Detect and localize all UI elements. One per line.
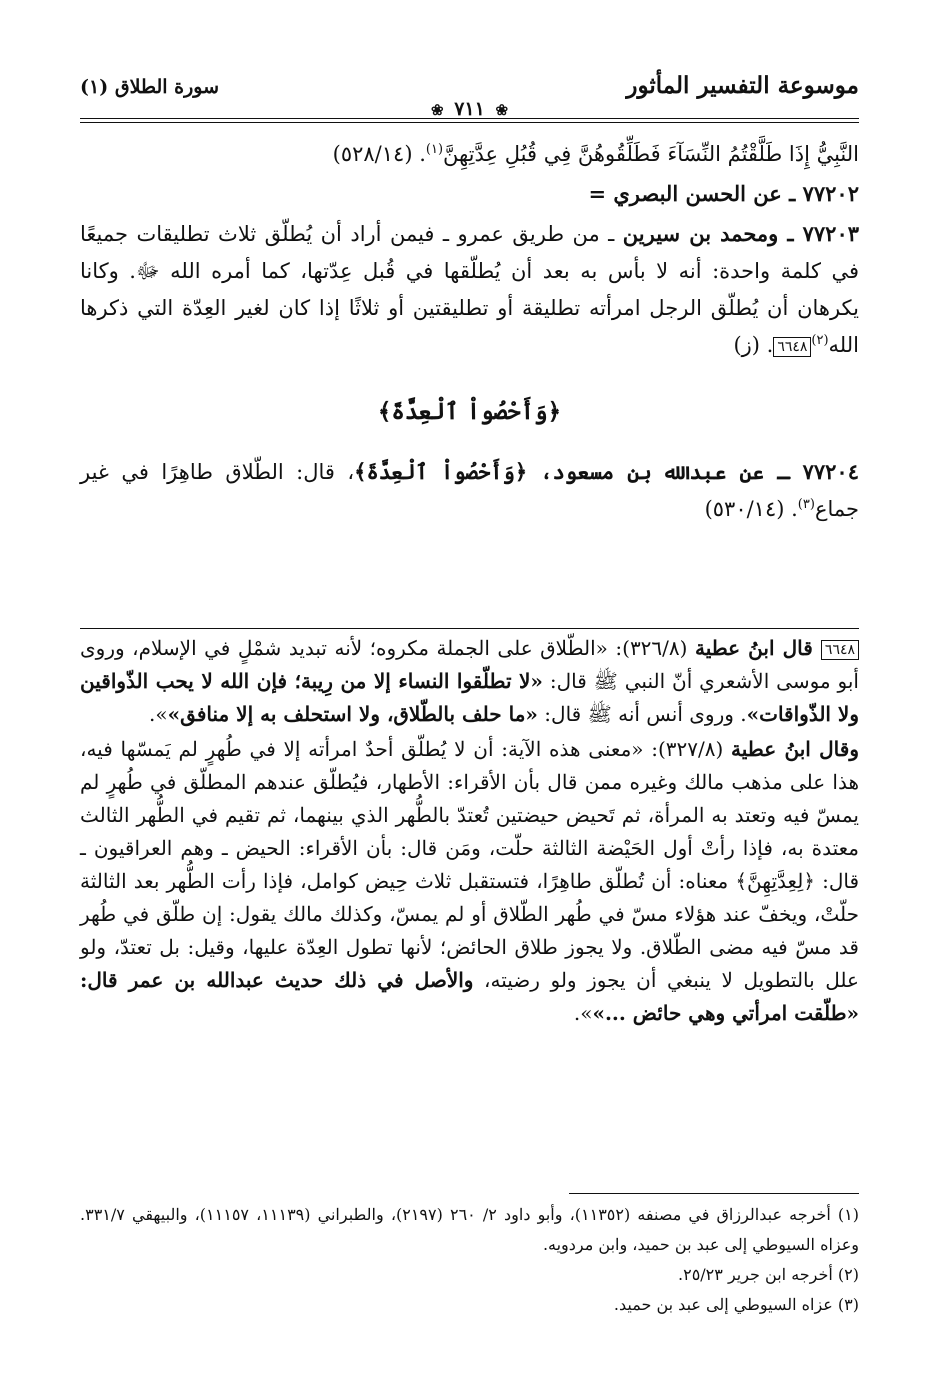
header-rule <box>80 122 859 123</box>
page-header <box>80 70 859 120</box>
verse-text: النَّبِيُّ إِذَا طَلَّقْتُمُ النِّسَآءَ فَطَلِّقُوهُنَّ فِي قُبُلِ عِدَّتِهِنَّ <box>443 142 859 166</box>
hadith-text: ـ من طريق عمرو ـ فيمن أراد أن يُطلّق ثلاث تطليقات جميعًا في كلمة واحدة: أنه لا بأس به بعد أن يُطلّقها في قُبل عِدّتها، كما أمره الله ﷻ. وكانا يكرهان أن يُطلّق الرجل امرأته تطليقة أو تطليقتين أو ثلاثًا إذا كان لغير العِدّة التي ذكرها الله <box>80 222 859 357</box>
hadith-quote: «ما حلف بالطّلاق، ولا استحلف به إلا منافق» <box>167 702 538 726</box>
note-second <box>80 733 859 1030</box>
hadith-77203 <box>80 215 859 364</box>
note-text: (٣٢٦/٨): «الطّلاق على الجملة مكروه؛ لأنه تبديد شمْلٍ في الإسلام، وروى أبو موسى الأشعري أنّ النبي ﷺ قال: <box>80 636 859 693</box>
note-end: ». <box>573 1001 593 1025</box>
hadith-end: . (ز) <box>733 333 774 357</box>
page-number: ٧١١ <box>454 98 485 120</box>
main-text <box>80 136 859 528</box>
note-text: . وروى أنس أنه ﷺ قال: <box>537 702 747 726</box>
footnote-marker: (٣) <box>797 497 815 512</box>
reference: . (٥٢٨/١٤) <box>332 142 426 166</box>
hadith-text: ، قال: الطّلاق طاهِرًا في غير جماع <box>80 460 859 521</box>
reference: . (٥٣٠/١٤) <box>704 497 798 521</box>
hadith-77202 <box>80 175 859 213</box>
hadith-77204 <box>80 453 859 528</box>
footnotes-divider <box>569 1193 859 1194</box>
page-number-row <box>80 98 859 120</box>
note-box-number: ٦٦٤٨ <box>821 640 859 660</box>
footnote-1: (١) أخرجه عبدالرزاق في مصنفه (١١٣٥٢)، وأبو داود ٢/ ٢٦٠ (٢١٩٧)، والطبراني (١١١٣٩، ١١١٥٧)، والبيهقي ٣٣١/٧. وعزاه السيوطي إلى عبد بن حميد، وابن مردويه. <box>80 1205 860 1254</box>
hadith-number: ٧٧٢٠٤ <box>802 459 859 484</box>
note-author: وقال ابنُ عطية <box>731 737 859 761</box>
hadith-narrator: ـ عن عبدالله بن مسعود، <box>540 459 803 484</box>
hadith-narrator: ـ ومحمد بن سيرين <box>622 221 803 246</box>
notes-divider <box>80 628 859 629</box>
section-heading: ﴿وَأَحْصُواْ ٱلْعِدَّةَ﴾ <box>377 398 562 425</box>
hadith-quote: والأصل في ذلك حديث عبدالله بن عمر قال: «طلّقت امرأتي وهي حائض ...» <box>80 968 859 1025</box>
surah-title: سورة الطلاق (١) <box>80 76 220 98</box>
hadith-quote: «لا تطلّقوا النساء إلا من رِيبة؛ فإن الله لا يحب الذّواقين ولا الذّواقات» <box>80 669 859 726</box>
footnote-2: (٢) أخرجه ابن جرير ٢٥/٢٣. <box>678 1265 859 1284</box>
note-6648 <box>80 632 859 731</box>
flower-ornament-icon: ❀ <box>495 101 509 119</box>
footnote-marker: (٢) <box>811 333 829 348</box>
book-title: موسوعة التفسير المأثور <box>626 72 859 99</box>
hadith-number: ٧٧٢٠٣ <box>802 221 860 246</box>
note-box-ref: ٦٦٤٨ <box>773 337 811 357</box>
footnotes <box>80 1200 859 1320</box>
commentary-notes <box>80 632 859 1030</box>
flower-ornament-icon: ❀ <box>430 101 444 119</box>
footnote-marker: (١) <box>425 142 444 157</box>
verse-quote: ﴿وَأَحْصُواْ ٱلْعِدَّةَ﴾ <box>354 459 541 484</box>
header-rule <box>80 118 859 119</box>
hadith-narrator: ـ عن الحسن البصري = <box>588 181 803 206</box>
note-author: قال ابنُ عطية <box>694 636 821 660</box>
note-end: ». <box>149 702 168 726</box>
note-text: (٣٢٧/٨): «معنى هذه الآية: أن لا يُطلّق أحدٌ امرأته إلا في طُهرٍ لم يَمسّها فيه، هذا على مذهب مالك وغيره ممن قال بأن الأقراء: الأطهار، فيُطلّق عندهم المطلّق في طُهرٍ لم يمسّ فيه وتعتد به المرأة، ثم تَحيض حيضتين تُعتدّ بالطُّهر الذي بينهما، ثم تقيم في الطُّهر الثالث معتدة به، فإذا رأتْ أول الحَيْضة الثالثة حلّت، ومَن قال: بأن الأقراء: الحيض ـ وهم العراقيون ـ قال: ﴿لِعِدَّتِهِنَّ﴾ معناه: أن تُطلّق طاهِرًا، فتستقبل ثلاث حِيض كوامل، فإذا رأت الطُّهر بعد الثالثة حلّتْ، ويخفّ عند هؤلاء مسّ في طُهر الطّلاق أو لم يمسّ، وكذلك مالك يقول: إن طلّق في طُهر قد مسّ فيه مضى الطّلاق. ولا يجوز طلاق الحائض؛ لأنها تطول العِدّة عليها، وقيل: بل تعتدّ، ولو علل بالتطويل لا ينبغي أن يجوز ولو رضيته، <box>80 737 859 992</box>
footnote-3: (٣) عزاه السيوطي إلى عبد بن حميد. <box>613 1295 859 1314</box>
intro-line <box>80 136 859 173</box>
hadith-number: ٧٧٢٠٢ <box>802 181 859 206</box>
